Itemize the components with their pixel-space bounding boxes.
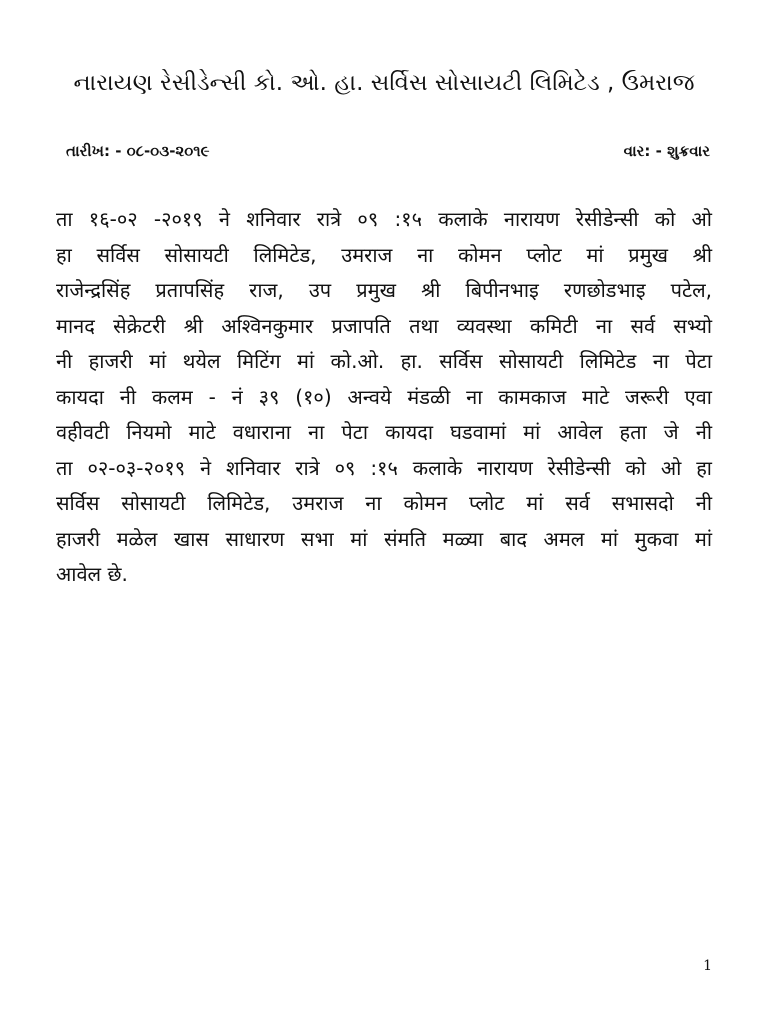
paragraph-line: आवेल छे. <box>56 562 128 586</box>
day-label: વાર: - શુક્રવાર <box>623 142 710 160</box>
paragraph-line: ता १६-०२ -२०१९ ने शनिवार रात्रे ०९ :१५ कलाके नारायण रेसीडेन्सी को ओ <box>56 207 712 231</box>
paragraph-line: हा सर्विस सोसायटी लिमिटेड, उमराज ना कोमन प्लोट मां प्रमुख श्री <box>56 242 712 267</box>
paragraph-line: ता ०२-०३-२०१९ ने शनिवार रात्रे ०९ :१५ कलाके नारायण रेसीडेन्सी को ओ हा <box>56 455 712 480</box>
paragraph-line: सर्विस सोसायटी लिमिटेड, उमराज ना कोमन प्लोट मां सर्व सभासदो नी <box>56 491 712 515</box>
document-title: નારાયણ રેસીડેન્સી કો. ઓ. હા. સર્વિસ સોસાયટી લિમિટેડ , ઉમરાજ <box>73 70 695 96</box>
paragraph-line: कायदा नी कलम - नं ३९ (१०) अन्वये मंडळी ना कामकाज माटे जरूरी एवा <box>56 384 712 409</box>
paragraph-line: हाजरी मळेल खास साधारण सभा मां संमति मळ्या बाद अमल मां मुकवा मां <box>56 526 712 551</box>
body-paragraph <box>56 202 712 593</box>
date-label: તારીખ: - ૦૮-૦૩-૨૦૧૯ <box>66 142 210 160</box>
page-number: 1 <box>703 958 712 974</box>
paragraph-line: राजेन्द्रसिंह प्रतापसिंह राज, उप प्रमुख श्री बिपीनभाइ रणछोडभाइ पटेल, <box>56 278 712 302</box>
meta-row <box>66 142 710 168</box>
paragraph-line: वहीवटी नियमो माटे वधाराना ना पेटा कायदा घडवामां मां आवेल हता जे नी <box>56 420 712 444</box>
paragraph-line: मानद सेक्रेटरी श्री अश्विनकुमार प्रजापति तथा व्यवस्था कमिटी ना सर्व सभ्यो <box>56 313 712 338</box>
paragraph-line: नी हाजरी मां थयेल मिटिंग मां को.ओ. हा. सर्विस सोसायटी लिमिटेड ना पेटा <box>56 349 712 373</box>
